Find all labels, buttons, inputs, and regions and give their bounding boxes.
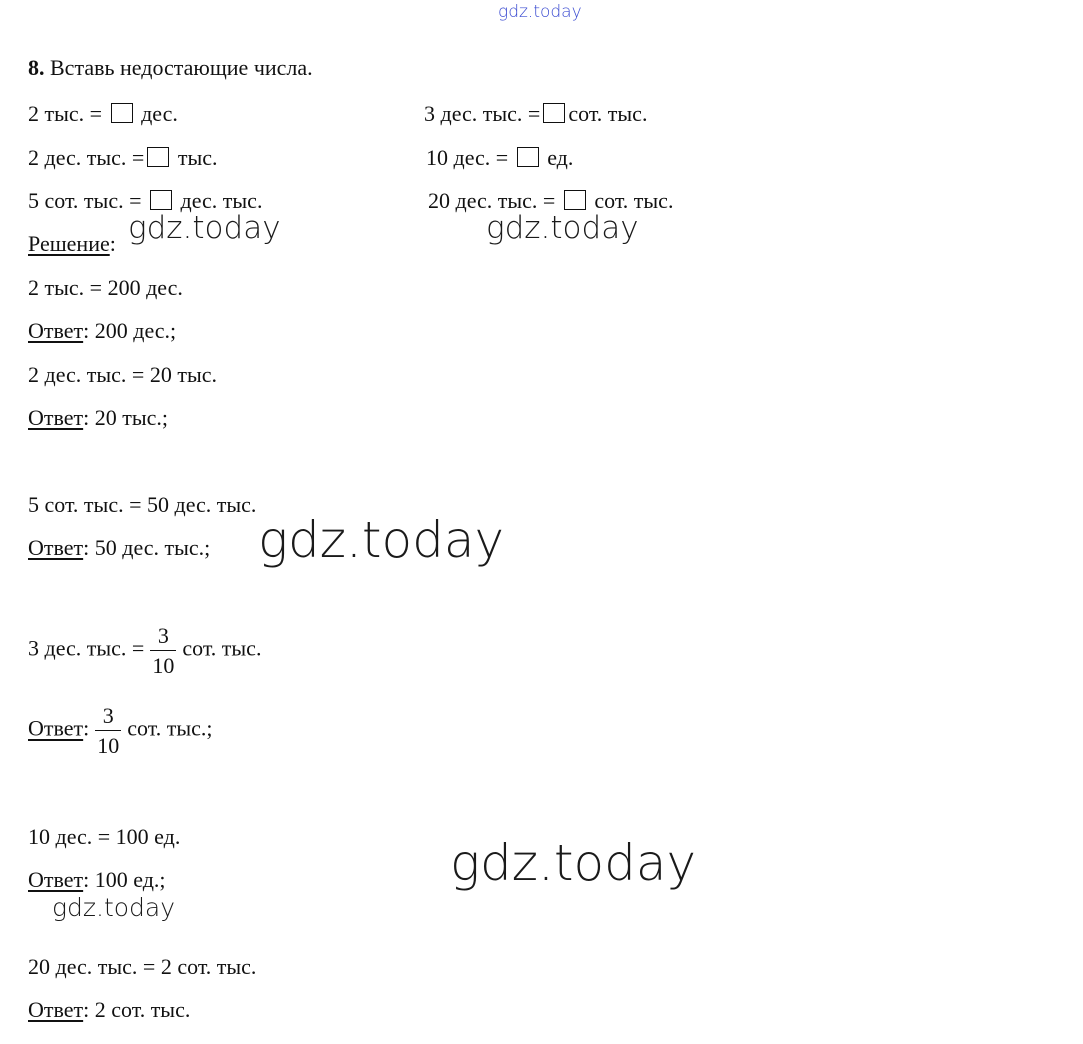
fraction-numerator: 3 xyxy=(95,704,121,731)
exercise-right: дес. xyxy=(141,101,178,126)
answer-box xyxy=(517,147,539,167)
watermark: gdz.today xyxy=(258,511,505,569)
answer-box xyxy=(543,103,565,123)
solution-equation-fraction xyxy=(28,624,261,677)
watermark: gdz.today xyxy=(450,834,697,892)
exercise-left: 3 дес. тыс. = xyxy=(424,101,541,126)
exercise-left: 10 дес. = xyxy=(426,145,509,170)
watermark: gdz.today xyxy=(128,210,281,246)
task-heading xyxy=(28,57,313,79)
solution-answer: Ответ: 100 ед.; xyxy=(28,867,166,892)
exercise-right: дес. тыс. xyxy=(180,188,263,213)
exercise-right: сот. тыс. xyxy=(568,101,648,126)
solution-answer: Ответ: 50 дес. тыс.; xyxy=(28,535,211,560)
solution-equation: 2 дес. тыс. = 20 тыс. xyxy=(28,362,217,387)
task-number: 8. xyxy=(28,55,45,80)
fraction-numerator: 3 xyxy=(150,624,176,651)
exercise-4 xyxy=(424,103,647,125)
equation-prefix: 3 дес. тыс. = xyxy=(28,635,145,661)
answer-box xyxy=(564,190,586,210)
answer-box xyxy=(150,190,172,210)
exercise-left: 2 дес. тыс. = xyxy=(28,145,145,170)
exercise-3 xyxy=(28,190,262,212)
answer-label: Ответ xyxy=(28,535,84,560)
exercise-right: тыс. xyxy=(177,145,218,170)
exercise-2 xyxy=(28,147,218,169)
fraction xyxy=(150,624,176,677)
answer-label: Ответ xyxy=(28,715,84,741)
exercise-left: 20 дес. тыс. = xyxy=(428,188,556,213)
exercise-left: 5 сот. тыс. = xyxy=(28,188,142,213)
solution-equation: 20 дес. тыс. = 2 сот. тыс. xyxy=(28,954,257,979)
watermark: gdz.today xyxy=(486,210,639,246)
solution-equation: 5 сот. тыс. = 50 дес. тыс. xyxy=(28,492,257,517)
equation-suffix: сот. тыс. xyxy=(182,635,262,661)
fraction-denominator: 10 xyxy=(152,653,175,679)
exercise-right: ед. xyxy=(547,145,574,170)
answer-label: Ответ xyxy=(28,405,84,430)
watermark: gdz.today xyxy=(52,893,176,922)
solution-heading: Решение: xyxy=(28,231,116,256)
solution-equation: 10 дес. = 100 ед. xyxy=(28,824,181,849)
solution-answer: Ответ: 20 тыс.; xyxy=(28,405,169,430)
answer-box xyxy=(147,147,169,167)
watermark-top: gdz.today xyxy=(498,2,582,22)
answer-label: Ответ xyxy=(28,867,84,892)
solution-answer: Ответ: 2 сот. тыс. xyxy=(28,997,191,1022)
answer-label: Ответ xyxy=(28,318,84,343)
fraction-denominator: 10 xyxy=(97,733,120,759)
answer-box xyxy=(111,103,133,123)
answer-label: Ответ xyxy=(28,997,84,1022)
exercise-1 xyxy=(28,103,178,125)
exercise-6 xyxy=(428,190,673,212)
solution-answer-fraction: Ответ: $\frac{3}{10}$ сот. тыс.; xyxy=(28,703,213,759)
task-title: Вставь недостающие числа. xyxy=(50,55,313,80)
solution-equation: 2 тыс. = 200 дес. xyxy=(28,275,183,300)
exercise-left: 2 тыс. = xyxy=(28,101,103,126)
exercise-right: сот. тыс. xyxy=(594,188,674,213)
answer-suffix: сот. тыс.; xyxy=(127,715,213,741)
fraction xyxy=(95,704,121,757)
exercise-5 xyxy=(426,147,573,169)
solution-answer: Ответ: 200 дес.; xyxy=(28,318,177,343)
